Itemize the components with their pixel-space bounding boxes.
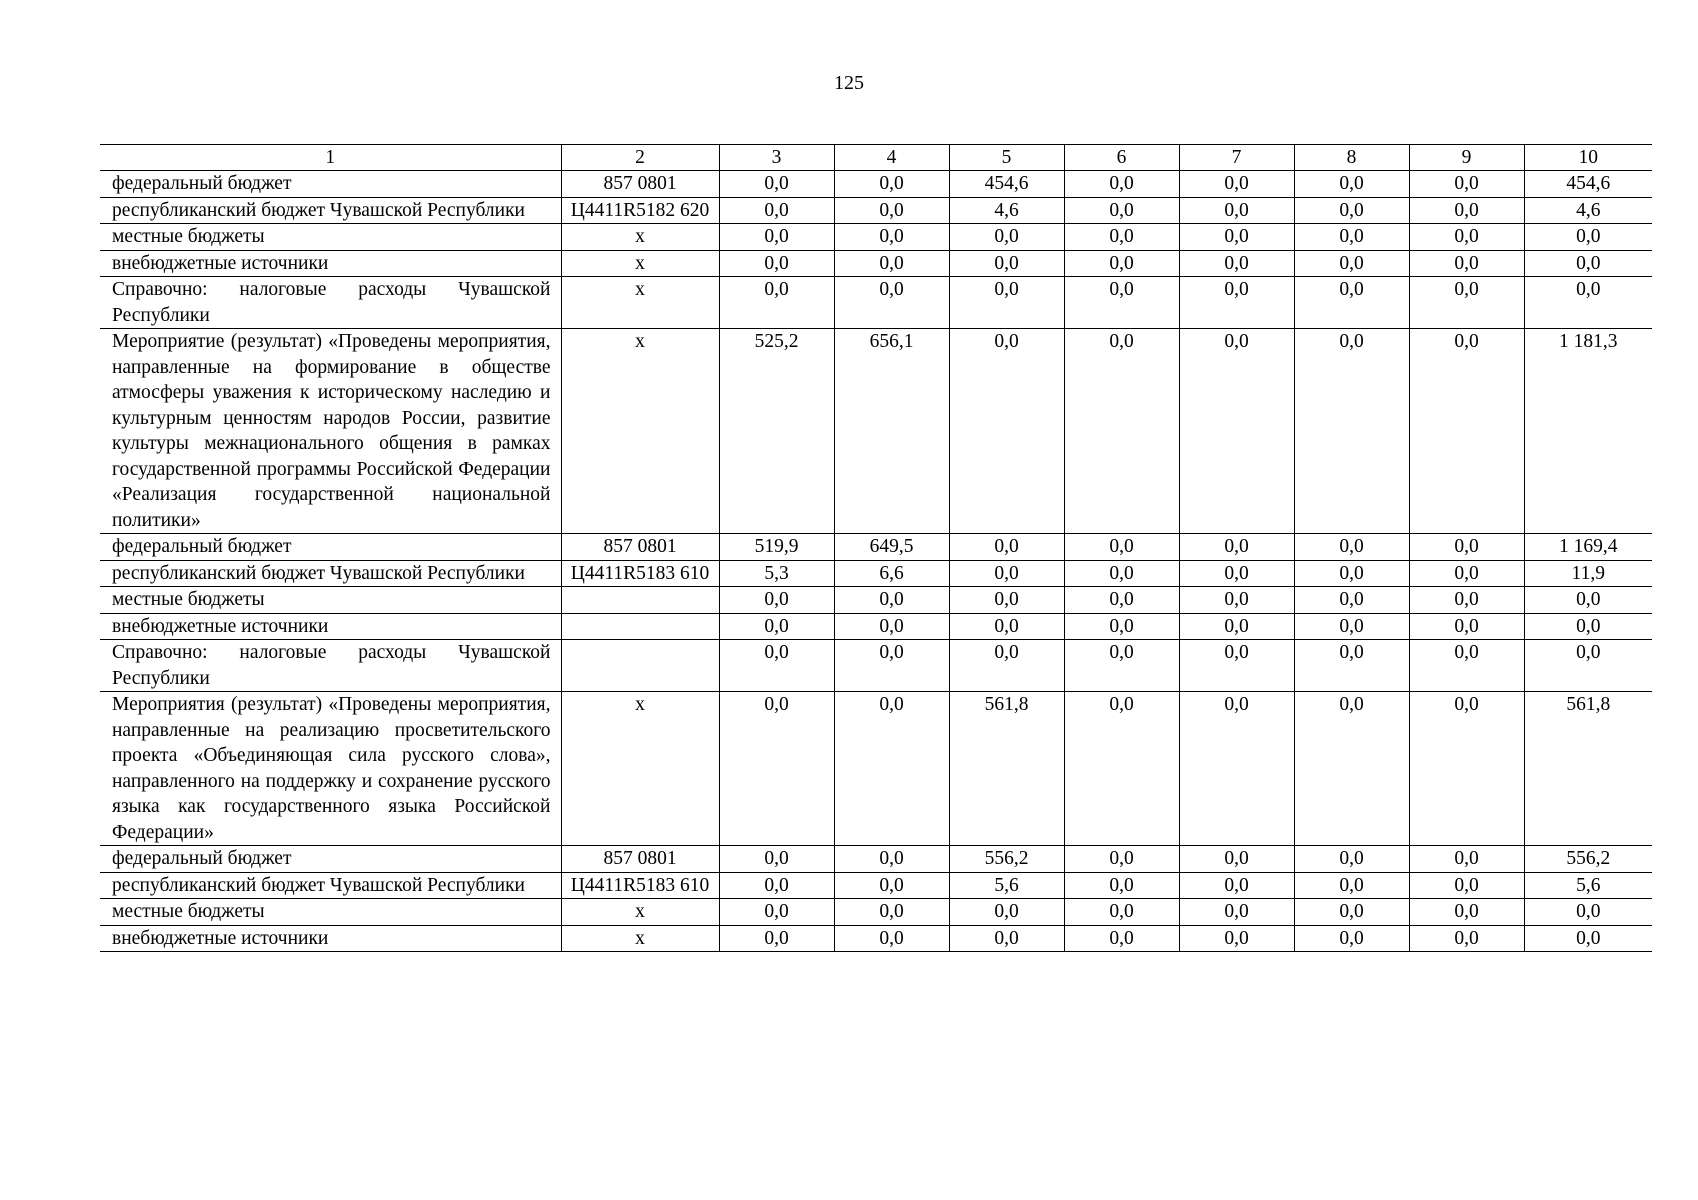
row-value-cell: 5,6 xyxy=(1524,872,1652,899)
row-value-cell: 0,0 xyxy=(1179,587,1294,614)
row-code-cell xyxy=(561,587,719,614)
row-value-cell: 0,0 xyxy=(1064,560,1179,587)
row-value-cell: 0,0 xyxy=(834,171,949,198)
row-name-cell: местные бюджеты xyxy=(112,589,265,610)
row-value-cell: 0,0 xyxy=(1064,224,1179,251)
row-name-cell: внебюджетные источники xyxy=(112,252,329,274)
table-body xyxy=(100,145,1652,952)
row-value-cell: 1 169,4 xyxy=(1524,534,1652,561)
row-value-cell: 0,0 xyxy=(1409,560,1524,587)
row-value-cell: 519,9 xyxy=(719,534,834,561)
row-value-cell: 0,0 xyxy=(719,224,834,251)
row-value-cell: 0,0 xyxy=(1179,534,1294,561)
row-value-cell: 0,0 xyxy=(834,925,949,952)
row-value-cell: 0,0 xyxy=(834,692,949,846)
row-code-cell: x xyxy=(561,925,719,952)
header-cell: 7 xyxy=(1179,145,1294,171)
row-value-cell: 0,0 xyxy=(1064,872,1179,899)
row-value-cell: 0,0 xyxy=(1064,197,1179,224)
row-code-cell: x xyxy=(561,224,719,251)
header-cell: 3 xyxy=(719,145,834,171)
row-value-cell: 649,5 xyxy=(834,534,949,561)
row-value-cell: 0,0 xyxy=(719,872,834,899)
row-value-cell: 454,6 xyxy=(1524,171,1652,198)
row-name-cell: внебюджетные источники xyxy=(112,615,329,637)
row-value-cell: 1 181,3 xyxy=(1524,329,1652,534)
row-name-cell: республиканский бюджет Чувашской Республики xyxy=(112,874,525,896)
row-value-cell: 0,0 xyxy=(1064,613,1179,640)
table-row xyxy=(100,171,1652,198)
row-value-cell: 0,0 xyxy=(1294,613,1409,640)
row-code-cell: x xyxy=(561,692,719,846)
row-value-cell: 0,0 xyxy=(719,277,834,329)
row-value-cell: 556,2 xyxy=(949,846,1064,873)
row-value-cell: 0,0 xyxy=(1179,329,1294,534)
row-value-cell: 0,0 xyxy=(1064,587,1179,614)
row-value-cell: 0,0 xyxy=(1179,899,1294,926)
row-code-cell: 857 0801 xyxy=(561,534,719,561)
row-value-cell: 0,0 xyxy=(1179,250,1294,277)
row-value-cell: 0,0 xyxy=(1294,872,1409,899)
row-value-cell: 5,6 xyxy=(949,872,1064,899)
row-value-cell: 0,0 xyxy=(834,899,949,926)
header-cell: 1 xyxy=(325,147,336,168)
row-value-cell: 0,0 xyxy=(1409,224,1524,251)
row-name-cell: Справочно: налоговые расходы Чувашской Республики xyxy=(112,642,551,689)
row-code-cell: x xyxy=(561,250,719,277)
table-row xyxy=(100,250,1652,277)
table-row xyxy=(100,224,1652,251)
table-row xyxy=(100,197,1652,224)
row-value-cell: 0,0 xyxy=(1294,560,1409,587)
row-value-cell: 0,0 xyxy=(1524,224,1652,251)
row-value-cell: 0,0 xyxy=(1524,250,1652,277)
row-value-cell: 0,0 xyxy=(1064,171,1179,198)
row-value-cell: 0,0 xyxy=(1409,872,1524,899)
table-row xyxy=(100,925,1652,952)
row-value-cell: 0,0 xyxy=(1409,925,1524,952)
row-value-cell: 0,0 xyxy=(1064,250,1179,277)
table-row xyxy=(100,640,1652,692)
row-value-cell: 0,0 xyxy=(1179,277,1294,329)
row-value-cell: 0,0 xyxy=(949,329,1064,534)
row-name-cell: Мероприятия (результат) «Проведены мероприятия, направленные на реализацию просветительского проекта «Объединяющая сила русского слова», направленного на поддержку и сохранение русского языка как государственного языка Российской Федерации» xyxy=(112,694,551,843)
row-value-cell: 556,2 xyxy=(1524,846,1652,873)
row-value-cell: 0,0 xyxy=(1409,329,1524,534)
row-value-cell: 0,0 xyxy=(719,197,834,224)
row-code-cell xyxy=(561,613,719,640)
row-value-cell: 0,0 xyxy=(949,250,1064,277)
row-value-cell: 4,6 xyxy=(949,197,1064,224)
row-value-cell: 0,0 xyxy=(834,613,949,640)
row-value-cell: 5,3 xyxy=(719,560,834,587)
row-value-cell: 0,0 xyxy=(1409,846,1524,873)
row-value-cell: 0,0 xyxy=(719,846,834,873)
row-code-cell: x xyxy=(561,277,719,329)
row-value-cell: 0,0 xyxy=(1294,692,1409,846)
row-value-cell: 0,0 xyxy=(719,925,834,952)
row-value-cell: 0,0 xyxy=(834,197,949,224)
row-value-cell: 0,0 xyxy=(1294,925,1409,952)
row-value-cell: 0,0 xyxy=(1294,250,1409,277)
row-value-cell: 0,0 xyxy=(949,925,1064,952)
row-name-cell: республиканский бюджет Чувашской Республики xyxy=(112,562,525,584)
row-code-cell: x xyxy=(561,899,719,926)
header-cell: 5 xyxy=(949,145,1064,171)
header-cell: 9 xyxy=(1409,145,1524,171)
row-value-cell: 0,0 xyxy=(1524,587,1652,614)
table-row xyxy=(100,329,1652,534)
row-value-cell: 0,0 xyxy=(949,534,1064,561)
row-value-cell: 4,6 xyxy=(1524,197,1652,224)
row-value-cell: 0,0 xyxy=(1064,846,1179,873)
table-row xyxy=(100,899,1652,926)
row-value-cell: 0,0 xyxy=(949,587,1064,614)
row-value-cell: 0,0 xyxy=(1524,640,1652,692)
row-code-cell: Ц4411R5183 610 xyxy=(561,872,719,899)
table-row xyxy=(100,277,1652,329)
row-name-cell: федеральный бюджет xyxy=(112,173,292,194)
row-value-cell: 0,0 xyxy=(1064,925,1179,952)
row-value-cell: 0,0 xyxy=(1179,197,1294,224)
row-value-cell: 525,2 xyxy=(719,329,834,534)
row-value-cell: 0,0 xyxy=(834,250,949,277)
row-value-cell: 0,0 xyxy=(1409,587,1524,614)
row-value-cell: 0,0 xyxy=(1294,329,1409,534)
row-name-cell: федеральный бюджет xyxy=(112,536,292,557)
table-row xyxy=(100,872,1652,899)
row-code-cell: Ц4411R5183 610 xyxy=(561,560,719,587)
row-value-cell: 561,8 xyxy=(949,692,1064,846)
row-value-cell: 0,0 xyxy=(1179,846,1294,873)
row-value-cell: 0,0 xyxy=(719,692,834,846)
header-cell: 6 xyxy=(1064,145,1179,171)
row-value-cell: 0,0 xyxy=(1409,692,1524,846)
row-value-cell: 0,0 xyxy=(1524,899,1652,926)
row-value-cell: 0,0 xyxy=(1409,613,1524,640)
row-value-cell: 0,0 xyxy=(949,613,1064,640)
row-value-cell: 0,0 xyxy=(1064,534,1179,561)
row-value-cell: 656,1 xyxy=(834,329,949,534)
row-value-cell: 0,0 xyxy=(949,224,1064,251)
table-row xyxy=(100,534,1652,561)
row-value-cell: 0,0 xyxy=(719,250,834,277)
row-value-cell: 0,0 xyxy=(834,846,949,873)
row-code-cell: Ц4411R5182 620 xyxy=(561,197,719,224)
row-value-cell: 0,0 xyxy=(834,872,949,899)
table-row xyxy=(100,613,1652,640)
row-value-cell: 0,0 xyxy=(1179,560,1294,587)
row-name-cell: республиканский бюджет Чувашской Республики xyxy=(112,199,525,221)
row-value-cell: 0,0 xyxy=(949,277,1064,329)
row-name-cell: местные бюджеты xyxy=(112,226,265,247)
row-value-cell: 0,0 xyxy=(719,899,834,926)
row-value-cell: 0,0 xyxy=(1409,250,1524,277)
row-value-cell: 0,0 xyxy=(1294,171,1409,198)
row-value-cell: 0,0 xyxy=(719,613,834,640)
row-value-cell: 0,0 xyxy=(1524,925,1652,952)
row-value-cell: 0,0 xyxy=(1179,224,1294,251)
table-header-row xyxy=(100,145,1652,171)
row-value-cell: 0,0 xyxy=(1064,277,1179,329)
row-value-cell: 454,6 xyxy=(949,171,1064,198)
budget-table xyxy=(100,144,1652,952)
row-value-cell: 0,0 xyxy=(834,640,949,692)
row-value-cell: 0,0 xyxy=(1294,640,1409,692)
row-value-cell: 0,0 xyxy=(1409,277,1524,329)
row-value-cell: 0,0 xyxy=(1409,899,1524,926)
row-value-cell: 0,0 xyxy=(1409,640,1524,692)
row-value-cell: 0,0 xyxy=(1294,846,1409,873)
row-value-cell: 0,0 xyxy=(1294,899,1409,926)
row-value-cell: 0,0 xyxy=(1179,872,1294,899)
row-value-cell: 561,8 xyxy=(1524,692,1652,846)
row-name-cell: Мероприятие (результат) «Проведены мероприятия, направленные на формирование в обществе атмосферы уважения к историческому наследию и культурным ценностям народов России, развитие культуры межнационального общения в рамках государственной программы Российской Федерации «Реализация государственной национальной политики» xyxy=(112,331,551,531)
row-value-cell: 0,0 xyxy=(949,640,1064,692)
row-value-cell: 0,0 xyxy=(1409,171,1524,198)
row-value-cell: 0,0 xyxy=(719,587,834,614)
row-value-cell: 0,0 xyxy=(1524,277,1652,329)
header-cell: 4 xyxy=(834,145,949,171)
row-value-cell: 0,0 xyxy=(1294,277,1409,329)
row-code-cell: 857 0801 xyxy=(561,846,719,873)
row-value-cell: 0,0 xyxy=(834,277,949,329)
row-value-cell: 11,9 xyxy=(1524,560,1652,587)
row-value-cell: 6,6 xyxy=(834,560,949,587)
table-row xyxy=(100,560,1652,587)
row-code-cell xyxy=(561,640,719,692)
row-name-cell: федеральный бюджет xyxy=(112,848,292,869)
row-value-cell: 0,0 xyxy=(1064,899,1179,926)
row-value-cell: 0,0 xyxy=(1179,171,1294,198)
row-code-cell: x xyxy=(561,329,719,534)
row-value-cell: 0,0 xyxy=(1409,197,1524,224)
row-value-cell: 0,0 xyxy=(1064,329,1179,534)
header-cell: 10 xyxy=(1524,145,1652,171)
row-value-cell: 0,0 xyxy=(719,171,834,198)
row-value-cell: 0,0 xyxy=(949,560,1064,587)
row-code-cell: 857 0801 xyxy=(561,171,719,198)
row-value-cell: 0,0 xyxy=(1179,613,1294,640)
row-value-cell: 0,0 xyxy=(1064,640,1179,692)
row-value-cell: 0,0 xyxy=(1294,197,1409,224)
row-value-cell: 0,0 xyxy=(1179,925,1294,952)
row-value-cell: 0,0 xyxy=(1179,640,1294,692)
row-value-cell: 0,0 xyxy=(1294,587,1409,614)
row-value-cell: 0,0 xyxy=(834,587,949,614)
row-value-cell: 0,0 xyxy=(1064,692,1179,846)
row-value-cell: 0,0 xyxy=(949,899,1064,926)
row-value-cell: 0,0 xyxy=(1524,613,1652,640)
row-name-cell: Справочно: налоговые расходы Чувашской Республики xyxy=(112,279,551,326)
table-row xyxy=(100,692,1652,846)
page-number: 125 xyxy=(834,72,864,94)
header-cell: 2 xyxy=(561,145,719,171)
table-row xyxy=(100,587,1652,614)
row-value-cell: 0,0 xyxy=(1294,534,1409,561)
row-value-cell: 0,0 xyxy=(834,224,949,251)
row-name-cell: местные бюджеты xyxy=(112,901,265,922)
header-cell: 8 xyxy=(1294,145,1409,171)
table-row xyxy=(100,846,1652,873)
row-value-cell: 0,0 xyxy=(1294,224,1409,251)
row-name-cell: внебюджетные источники xyxy=(112,927,329,949)
row-value-cell: 0,0 xyxy=(1179,692,1294,846)
row-value-cell: 0,0 xyxy=(719,640,834,692)
row-value-cell: 0,0 xyxy=(1409,534,1524,561)
